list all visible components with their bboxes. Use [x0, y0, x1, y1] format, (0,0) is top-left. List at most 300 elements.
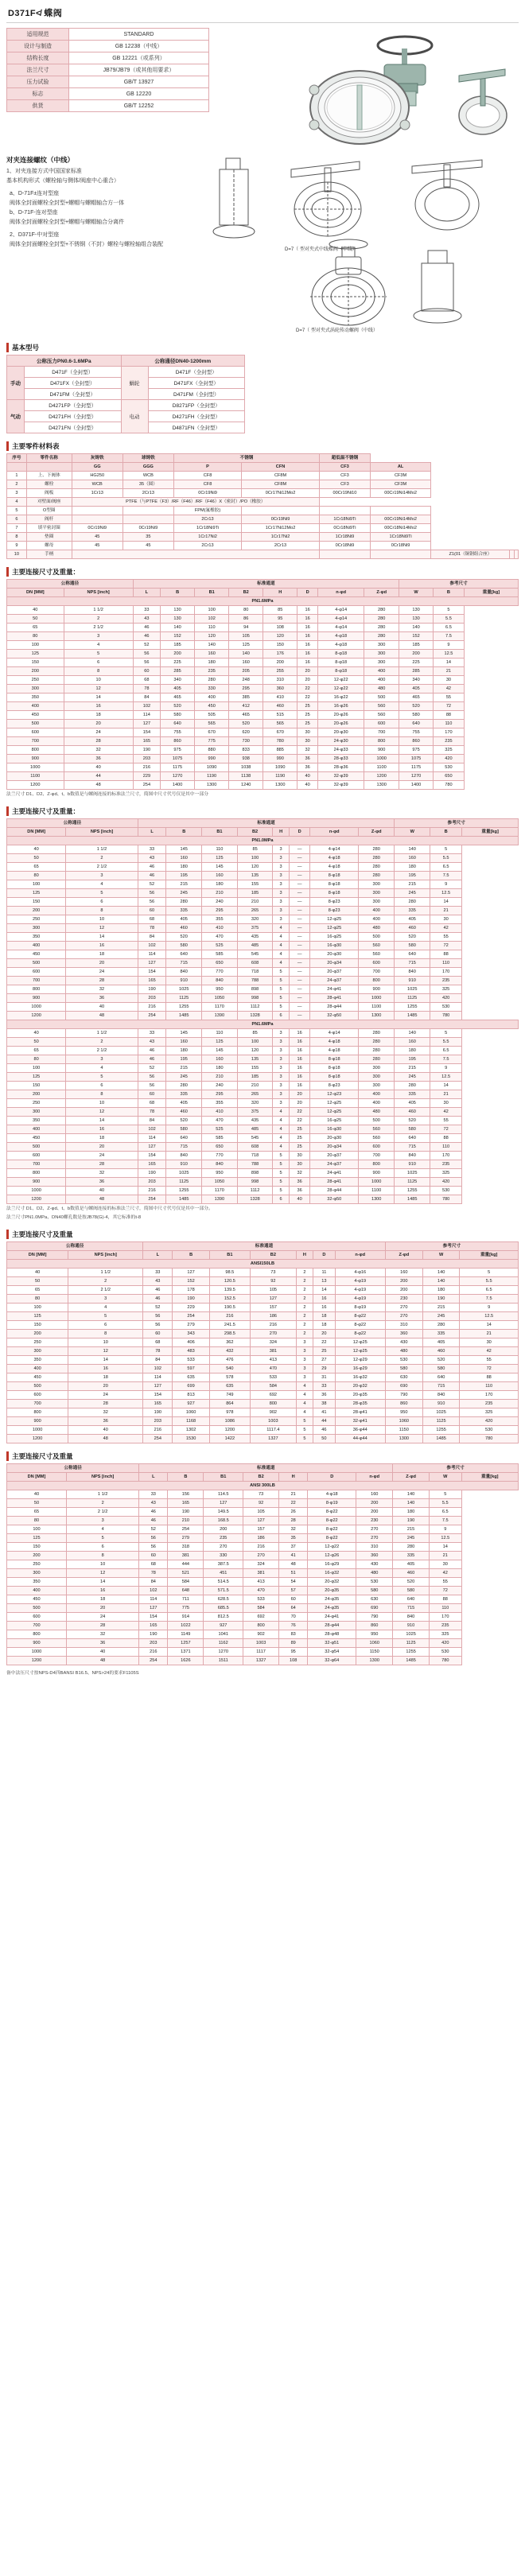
- table-cell: 185: [237, 1073, 273, 1082]
- table-cell: 165: [138, 1160, 166, 1169]
- table-cell: 150: [263, 641, 298, 650]
- table-cell: 700: [7, 1400, 68, 1408]
- column-header: B1: [209, 1251, 250, 1260]
- band-label: PN1.0MPa: [7, 837, 519, 845]
- table-row: [7, 1517, 519, 1525]
- table-cell: 3: [296, 1356, 313, 1365]
- table-cell: 46: [139, 1517, 168, 1525]
- table-cell: [242, 507, 320, 515]
- table-cell: 10: [7, 550, 27, 559]
- table-cell: 360: [263, 685, 298, 694]
- column-header-row: [7, 1473, 519, 1482]
- table-cell: 8-φ23: [310, 1082, 359, 1090]
- table-cell: 2: [66, 854, 138, 863]
- table-cell: 32-φ41: [335, 1417, 385, 1426]
- table-cell: 350: [7, 1356, 68, 1365]
- table-cell: 20: [68, 1382, 143, 1391]
- table-row: [7, 1003, 519, 1012]
- table-cell: 165: [143, 1400, 173, 1408]
- table-cell: 4-φ19: [335, 1295, 385, 1304]
- table-cell: 0Cr19Ni9: [242, 515, 320, 524]
- table-cell: 130: [399, 606, 434, 615]
- table-cell: 250: [7, 1099, 66, 1108]
- table-cell: 1090: [263, 763, 298, 772]
- table-cell: 16: [289, 1073, 310, 1082]
- table-cell: 530: [356, 1578, 393, 1587]
- table-cell: 800: [364, 737, 399, 746]
- group-header-cell: 公称通径: [7, 1464, 139, 1473]
- column-header: D: [313, 1251, 336, 1260]
- column-header: B2: [237, 828, 273, 837]
- table-cell: 405: [166, 915, 202, 924]
- table-cell: 203: [139, 1639, 168, 1648]
- table-cell: 30: [298, 737, 318, 746]
- table-cell: 1300: [358, 1012, 394, 1020]
- table-cell: 13: [313, 1277, 336, 1286]
- table-cell: 14: [430, 1082, 462, 1090]
- table-cell: 1530: [173, 1435, 209, 1443]
- table-cell: 640: [161, 720, 195, 729]
- table-cell: 640: [166, 1134, 202, 1143]
- table-row: [7, 1622, 519, 1630]
- table-cell: 245: [166, 889, 202, 898]
- table-cell: 4-φ14: [317, 615, 364, 624]
- table-cell: 1025: [395, 1169, 430, 1178]
- table-cell: 1000: [7, 1187, 66, 1195]
- table-cell: 584: [243, 1604, 279, 1613]
- table-cell: 28-φ36: [317, 763, 364, 772]
- group-header-row: [7, 1464, 519, 1473]
- table-cell: 300: [358, 1064, 394, 1073]
- table-cell: 145: [202, 1047, 238, 1055]
- table-cell: 154: [138, 968, 166, 977]
- table-cell: 4-φ19: [335, 1277, 385, 1286]
- table-row: [7, 781, 519, 790]
- table-cell: 813: [173, 1391, 209, 1400]
- group-header-cell: 参考尺寸: [399, 580, 519, 589]
- table-cell: —: [289, 1012, 310, 1020]
- table-cell: 190: [143, 1408, 173, 1417]
- table-cell: 215: [166, 1064, 202, 1073]
- materials-subheader-cell: [26, 463, 72, 472]
- table-cell: 775: [168, 1604, 204, 1613]
- table-cell: 216: [133, 763, 160, 772]
- table-cell: 950: [385, 1408, 422, 1417]
- table-cell: 36: [298, 763, 318, 772]
- table-cell: 46: [143, 1286, 173, 1295]
- table-cell: 2: [66, 1499, 138, 1508]
- table-cell: 00Cr19Ni10: [320, 489, 371, 498]
- table-cell: 35（圆）: [122, 480, 173, 489]
- table-row: [7, 650, 519, 659]
- table-cell: 235: [460, 1400, 519, 1408]
- table-cell: 36: [289, 1178, 310, 1187]
- table-row: [7, 1595, 519, 1604]
- technical-drawings: [208, 152, 519, 335]
- column-header: H: [263, 589, 298, 597]
- spec-row: [7, 52, 209, 64]
- table-cell: 20: [298, 676, 318, 685]
- table-cell: 5.5: [430, 1499, 462, 1508]
- table-cell: CF8M: [242, 472, 320, 480]
- table-cell: 3: [273, 1029, 289, 1038]
- table-cell: 215: [395, 1064, 430, 1073]
- table-cell: 580: [385, 1365, 422, 1373]
- table-cell: 1: [7, 472, 27, 480]
- table-cell: 4-φ14: [317, 624, 364, 632]
- table-row: [7, 1648, 519, 1657]
- table-cell: 185: [399, 641, 434, 650]
- table-cell: —: [289, 845, 310, 854]
- table-cell: 318: [168, 1543, 204, 1552]
- materials-header-cell: 不锈钢: [173, 454, 319, 463]
- spec-value: GB/T 12252: [69, 100, 209, 112]
- table-cell: 465: [161, 694, 195, 702]
- table-cell: 230: [385, 1295, 422, 1304]
- table-cell: 垫圈: [26, 533, 72, 542]
- group-header-row: [7, 819, 519, 828]
- column-header-row: [7, 1251, 519, 1260]
- spec-table: [6, 28, 209, 112]
- table-cell: 对壁面/阀座: [26, 498, 72, 507]
- table-cell: 130: [399, 615, 434, 624]
- table-cell: 20: [289, 1099, 310, 1108]
- column-header: W: [430, 1473, 462, 1482]
- table-cell: 25: [289, 1125, 310, 1134]
- table-cell: 37: [279, 1543, 308, 1552]
- table-cell: 1200: [7, 1657, 67, 1665]
- table-cell: 12-φ22: [308, 1543, 356, 1552]
- table-cell: 325: [430, 1630, 462, 1639]
- table-cell: 432: [209, 1347, 250, 1356]
- table-cell: 127: [250, 1295, 296, 1304]
- table-cell: 32-φ39: [317, 781, 364, 790]
- table-cell: 7.5: [430, 872, 462, 880]
- table-cell: 140: [422, 1269, 459, 1277]
- table-cell: 730: [229, 737, 263, 746]
- table-cell: —: [289, 880, 310, 889]
- table-cell: 44: [64, 772, 133, 781]
- table-cell: 500: [364, 694, 399, 702]
- table-cell: 215: [395, 880, 430, 889]
- table-cell: 105: [250, 1286, 296, 1295]
- table-cell: 1390: [202, 1012, 238, 1020]
- table-cell: 533: [250, 1373, 296, 1382]
- table-cell: 1 1/2: [66, 845, 138, 854]
- table-cell: 320: [237, 915, 273, 924]
- band-label: ANSI150LB: [7, 1260, 519, 1269]
- column-header: n-φd: [356, 1473, 393, 1482]
- table-cell: 56: [139, 1543, 168, 1552]
- table-cell: 12-φ25: [335, 1339, 385, 1347]
- table-cell: 89: [279, 1639, 308, 1648]
- table-cell: 8-φ18: [310, 1073, 359, 1082]
- band-label: ANSI 300LB: [7, 1482, 519, 1490]
- column-header: H: [273, 828, 289, 837]
- column-header: B: [430, 828, 462, 837]
- column-header: W: [422, 1251, 459, 1260]
- table-cell: 900: [364, 746, 399, 755]
- table-cell: 450: [7, 711, 64, 720]
- table-cell: 3: [273, 1099, 289, 1108]
- table-cell: 565: [195, 720, 229, 729]
- table-cell: 4: [68, 1304, 143, 1312]
- table-cell: 18: [313, 1312, 336, 1321]
- table-cell: 24-φ41: [310, 1169, 359, 1178]
- table-cell: 20: [289, 1090, 310, 1099]
- table-cell: 755: [161, 729, 195, 737]
- table-cell: 235: [430, 1622, 462, 1630]
- table-cell: 340: [399, 676, 434, 685]
- table-row: [7, 1330, 519, 1339]
- table-cell: 405: [393, 1560, 430, 1569]
- spec-key: 标志: [7, 88, 69, 100]
- table-cell: 127: [204, 1499, 243, 1508]
- table-cell: 33: [138, 1029, 166, 1038]
- table-cell: 700: [7, 1622, 67, 1630]
- table-cell: 254: [133, 781, 160, 790]
- table-cell: 300: [358, 898, 394, 907]
- table-cell: 990: [195, 755, 229, 763]
- table-cell: 20: [66, 1143, 138, 1152]
- table-cell: 46: [138, 863, 166, 872]
- table-cell: 225: [399, 659, 434, 667]
- table-cell: 4-φ18: [310, 1038, 359, 1047]
- spec-row: [7, 76, 209, 88]
- table-cell: 585: [202, 950, 238, 959]
- table-cell: 4: [296, 1382, 313, 1391]
- table-cell: 635: [173, 1373, 209, 1382]
- table-cell: 180: [166, 863, 202, 872]
- table-cell: —: [289, 950, 310, 959]
- table-cell: 152: [399, 632, 434, 641]
- table-cell: 1270: [161, 772, 195, 781]
- table-cell: 600: [364, 720, 399, 729]
- band-header-row: [7, 837, 519, 845]
- table-cell: [370, 550, 430, 559]
- table-cell: 24-φ37: [310, 977, 359, 985]
- table-cell: 85: [237, 845, 273, 854]
- table-cell: 127: [143, 1382, 173, 1391]
- table-cell: 1075: [399, 755, 434, 763]
- table-cell: 5: [273, 1178, 289, 1187]
- table-cell: 20-φ30: [310, 1134, 359, 1143]
- column-header: NPS [inch]: [68, 1251, 143, 1260]
- table-cell: 280: [395, 1082, 430, 1090]
- table-cell: 20-φ34: [310, 1143, 359, 1152]
- table-cell: 88: [434, 711, 465, 720]
- dimensions-table-1: [6, 579, 519, 790]
- table-cell: 1090: [195, 763, 229, 772]
- connection-line-1: 基本机构形式（螺栓轴与侧体/阀座中心重合）: [6, 178, 119, 184]
- table-cell: 800: [358, 977, 394, 985]
- table-cell: 1485: [422, 1435, 459, 1443]
- table-cell: 190.5: [209, 1304, 250, 1312]
- table-row: [7, 1543, 519, 1552]
- table-cell: 102: [133, 702, 160, 711]
- table-cell: 362: [209, 1339, 250, 1347]
- table-cell: 1075: [161, 755, 195, 763]
- table-cell: 18: [64, 711, 133, 720]
- table-cell: 910: [166, 1160, 202, 1169]
- table-cell: 3: [273, 1090, 289, 1099]
- dimensions-table-4: [6, 1463, 519, 1665]
- table-cell: 32-φ39: [317, 772, 364, 781]
- table-cell: 2 1/2: [64, 624, 133, 632]
- materials-table: [6, 453, 519, 559]
- table-cell: 16: [289, 1029, 310, 1038]
- table-cell: 1200: [364, 772, 399, 781]
- table-cell: 335: [422, 1330, 459, 1339]
- table-cell: 32: [66, 1630, 138, 1639]
- table-cell: 216: [139, 1648, 168, 1657]
- table-cell: 640: [395, 950, 430, 959]
- table-cell: 32: [64, 746, 133, 755]
- overview-section: [6, 28, 519, 147]
- table-cell: 200: [7, 1090, 66, 1099]
- table-cell: 1022: [168, 1622, 204, 1630]
- table-cell: 28: [68, 1400, 143, 1408]
- table-cell: 2: [296, 1277, 313, 1286]
- materials-header-cell: 灰铸铁: [72, 454, 122, 463]
- table-cell: 4-φ18: [310, 1047, 359, 1055]
- table-cell: 48: [279, 1560, 308, 1569]
- table-cell: 60: [138, 1090, 166, 1099]
- group-header-cell: 参考尺寸: [395, 819, 519, 828]
- table-cell: 114: [138, 950, 166, 959]
- table-cell: 20-φ37: [310, 968, 359, 977]
- table-cell: 5: [273, 1003, 289, 1012]
- table-cell: 3: [273, 1064, 289, 1073]
- table-cell: 1125: [395, 994, 430, 1003]
- table-cell: 5: [273, 1160, 289, 1169]
- table-cell: 8-φ19: [308, 1499, 356, 1508]
- table-cell: 0Cr18Ni9: [370, 542, 430, 550]
- table-cell: 140: [393, 1490, 430, 1499]
- table-cell: 1025: [166, 985, 202, 994]
- table-cell: 700: [7, 737, 64, 746]
- table-cell: 0Cr17Ni12Mo2: [242, 489, 320, 498]
- table-cell: 9: [434, 641, 465, 650]
- table-cell: 200: [356, 1508, 393, 1517]
- table-row: [7, 1117, 519, 1125]
- table-cell: 26: [279, 1508, 308, 1517]
- table-cell: 7.5: [434, 632, 465, 641]
- table-cell: 580: [395, 942, 430, 950]
- table-row: [7, 863, 519, 872]
- table-cell: 600: [7, 729, 64, 737]
- table-cell: 250: [7, 1560, 67, 1569]
- table-cell: 3: [273, 1082, 289, 1090]
- table-cell: CF8M: [242, 480, 320, 489]
- table-cell: 52: [138, 1064, 166, 1073]
- table-cell: 16: [289, 1082, 310, 1090]
- table-cell: 16: [289, 1055, 310, 1064]
- table-cell: 8-φ22: [308, 1534, 356, 1543]
- column-header: B: [166, 828, 202, 837]
- table-cell: 1511: [204, 1657, 243, 1665]
- column-header: DN [MM]: [7, 828, 66, 837]
- table-cell: 110: [195, 624, 229, 632]
- table-cell: 4: [273, 942, 289, 950]
- table-cell: 92: [243, 1499, 279, 1508]
- table-cell: 413: [243, 1578, 279, 1587]
- column-header: B: [173, 1251, 209, 1260]
- table-row: [7, 1525, 519, 1534]
- column-header: L: [139, 1473, 168, 1482]
- table-cell: 620: [229, 729, 263, 737]
- table-cell: 640: [395, 1134, 430, 1143]
- column-header: 重量[kg]: [461, 1473, 518, 1482]
- table-cell: 8-φ18: [317, 650, 364, 659]
- table-cell: 180: [202, 1064, 238, 1073]
- table-cell: 692: [250, 1391, 296, 1400]
- table-cell: O型圈: [26, 507, 72, 515]
- table-cell: 3: [66, 1517, 138, 1525]
- table-cell: 1Cr17Ni2: [173, 533, 241, 542]
- table-cell: 21: [279, 1490, 308, 1499]
- table-cell: 2: [296, 1269, 313, 1277]
- table-cell: 250: [7, 676, 64, 685]
- table-cell: —: [289, 924, 310, 933]
- table-cell: 560: [358, 1125, 394, 1134]
- table-cell: 584: [168, 1578, 204, 1587]
- table-cell: 485: [237, 1125, 273, 1134]
- table-cell: 1Cr18Ni9Ti: [320, 515, 371, 524]
- table-cell: 300: [7, 685, 64, 694]
- table-cell: 140: [395, 845, 430, 854]
- table-cell: 168.5: [204, 1517, 243, 1525]
- table-cell: 16: [66, 1125, 138, 1134]
- table-cell: 215: [393, 1525, 430, 1534]
- table-cell: 170: [430, 1613, 462, 1622]
- table-cell: 480: [385, 1347, 422, 1356]
- spec-key: 法兰尺寸: [7, 64, 69, 76]
- table-cell: 2: [296, 1304, 313, 1312]
- table-cell: 70: [279, 1613, 308, 1622]
- table-cell: 4-φ18: [317, 641, 364, 650]
- table-cell: 1328: [237, 1012, 273, 1020]
- table-cell: 21: [434, 667, 465, 676]
- table-cell: 1Cr13: [72, 489, 122, 498]
- table-cell: 30: [289, 1152, 310, 1160]
- connection-section: [6, 152, 519, 335]
- table-row: [7, 1195, 519, 1204]
- table-cell: 1 1/2: [64, 606, 133, 615]
- table-cell: 5.5: [434, 615, 465, 624]
- column-header: n-φd: [335, 1251, 385, 1260]
- column-header: NPS [inch]: [64, 589, 133, 597]
- table-cell: 800: [7, 985, 66, 994]
- table-cell: 1000: [358, 1178, 394, 1187]
- table-cell: 420: [430, 1639, 462, 1648]
- table-row: [7, 915, 519, 924]
- table-cell: 195: [395, 872, 430, 880]
- table-cell: 28-φ33: [317, 755, 364, 763]
- table-cell: 210: [168, 1517, 204, 1525]
- table-cell: 1302: [173, 1426, 209, 1435]
- materials-subheader-row: [7, 463, 519, 472]
- table-cell: 5: [273, 985, 289, 994]
- table-cell: 32: [279, 1525, 308, 1534]
- table-cell: 800: [7, 746, 64, 755]
- table-cell: 33: [143, 1269, 173, 1277]
- table-cell: 40: [7, 845, 66, 854]
- column-header: 重量[kg]: [460, 1251, 519, 1260]
- table-cell: 78: [143, 1347, 173, 1356]
- table-cell: 902: [243, 1630, 279, 1639]
- table-cell: 127: [133, 720, 160, 729]
